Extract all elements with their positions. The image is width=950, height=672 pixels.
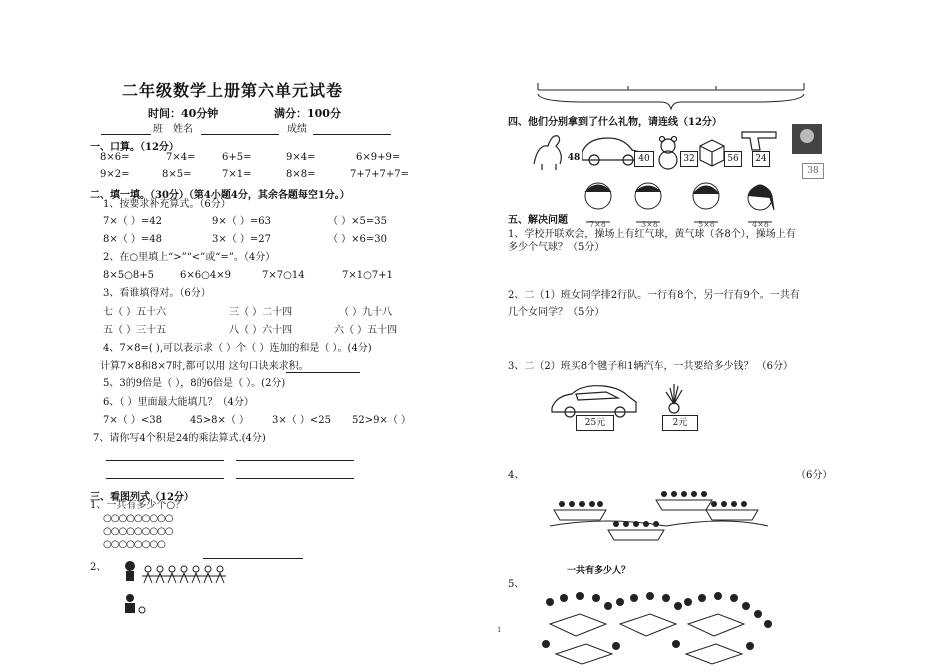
s2-q1-r1-c: （ ）×5=35	[328, 216, 388, 227]
gift-num-24: 24	[752, 151, 770, 167]
s2-q5: 5、3的9倍是（ ），8的6倍是（ ）。(2分)	[103, 378, 286, 389]
children-holding-hands-picture	[120, 558, 240, 620]
gift-num-48: 48	[567, 153, 581, 163]
section4-heading: 四、他们分别拿到了什么礼物，请连线（12分）	[508, 117, 722, 128]
grade-field[interactable]	[313, 134, 391, 135]
oral-1-3: 6+5=	[222, 152, 252, 163]
s2-q7-line-1[interactable]	[106, 460, 224, 461]
section3-heading: 三、看图列式（12分）	[90, 492, 194, 503]
s2-q7: 7、请你写4个积是24的乘法算式.(4分)	[93, 433, 266, 444]
s5-q4-caption: 一共有多少人？	[567, 566, 631, 576]
kid-expr-4: 4×8	[752, 220, 769, 229]
s2-q2-a: 8×5○8+5	[103, 270, 154, 281]
page-title: 二年级数学上册第六单元试卷	[122, 81, 344, 100]
oral-1-2: 7×4=	[166, 152, 196, 163]
s2-q2-c: 7×7○14	[262, 270, 305, 281]
s2-q3-r1-c: （ ）九十八	[339, 307, 393, 318]
s2-q7-line-3[interactable]	[106, 478, 224, 479]
class-label: 班	[153, 124, 163, 135]
grade-label: 成绩	[287, 124, 307, 135]
price-shuttlecock: 2元	[662, 415, 698, 431]
s2-q4b: 计算7×8和8×7时,都可以用 这句口诀来求积。	[100, 361, 309, 372]
oral-1-1: 8×6=	[100, 152, 130, 163]
gift-num-56: 56	[724, 151, 742, 167]
s5-q2b: 几个女同学？（5分）	[508, 307, 605, 318]
s5-q4-score: （6分）	[796, 470, 833, 481]
s2-q1-r1-a: 7×（ ）=42	[103, 216, 163, 227]
s2-q3-r1-a: 七（ ）五十六	[103, 307, 167, 318]
name-label: 姓名	[173, 124, 193, 135]
oral-2-3: 7×1=	[222, 169, 252, 180]
s2-q4-answer-line[interactable]	[286, 372, 360, 373]
oral-2-1: 9×2=	[100, 169, 130, 180]
circle-row-3: ○○○○○○○○	[103, 539, 165, 550]
s2-q2-b: 6×6○4×9	[180, 270, 231, 281]
s2-q6-b: 45>8×（ ）	[190, 415, 250, 426]
s2-q7-line-2[interactable]	[236, 460, 354, 461]
s5-q3: 3、二（2）班买8个毽子和1辆汽车，一共要给多少钱？ （6分）	[508, 361, 793, 372]
s5-q2a: 2、二（1）班女同学排2行队。一行有8个，另一行有9个。一共有	[508, 290, 800, 301]
section1-heading: 一、口算。（12分）	[90, 142, 179, 153]
kid-expr-3: 5×8	[698, 220, 715, 229]
s2-q1-r1-b: 9×（ ）=63	[212, 216, 272, 227]
s2-q1: 1、按要求补充算式。（6分）	[103, 199, 231, 210]
s2-q1-r2-a: 8×（ ）=48	[103, 234, 163, 245]
section5-heading: 五、解决问题	[508, 215, 568, 226]
s2-q3-r2-c: 六（ ）五十四	[334, 325, 398, 336]
s2-q1-r2-c: （ ）×6=30	[328, 234, 388, 245]
s2-q3-r1-b: 三（ ）二十四	[229, 307, 293, 318]
oral-1-5: 6×9+9=	[356, 152, 401, 163]
s2-q1-r2-b: 3×（ ）=27	[212, 234, 272, 245]
boats-picture	[546, 486, 772, 548]
s2-q6-a: 7×（ ）<38	[103, 415, 163, 426]
price-car: 25元	[576, 415, 614, 431]
s2-q6: 6、（ ）里面最大能填几？（4分）	[103, 397, 254, 408]
circle-row-2: ○○○○○○○○○	[103, 526, 173, 537]
circle-row-1: ○○○○○○○○○	[103, 513, 173, 524]
s2-q7-line-4[interactable]	[236, 478, 354, 479]
s2-q6-c: 3×（ ）<25	[272, 415, 332, 426]
s5-q5: 5、	[508, 579, 525, 590]
s5-q1a: 1、学校开联欢会，操场上有红气球，黄气球（各8个），操场上有	[508, 229, 796, 240]
kid-expr-2: 3×8	[641, 220, 658, 229]
section2-heading: 二、填一填。（30分）（第4小题4分，其余各题每空1分。）	[90, 190, 350, 201]
s5-q4: 4、	[508, 470, 525, 481]
exam-time: 时间：40分钟	[148, 107, 219, 120]
oral-2-2: 8×5=	[162, 169, 192, 180]
name-field[interactable]	[201, 134, 279, 135]
people-at-tables-picture	[536, 584, 776, 666]
gift-num-40: 40	[634, 151, 654, 167]
s5-q1b: 多少个气球？（5分）	[508, 242, 605, 253]
kid-expr-1: 7×8	[589, 220, 606, 229]
s2-q2: 2、在○里填上“>”“<”或“=”。（4分）	[103, 252, 276, 263]
gift-num-38: 38	[802, 163, 824, 179]
s2-q4a: 4、7×8=( ),可以表示求（ ）个（ ）连加的和是（ ）。(4分)	[103, 343, 372, 354]
top-brace	[536, 78, 806, 110]
exam-full-score: 满分：100分	[274, 107, 341, 120]
s2-q6-d: 52>9×（ ）	[352, 415, 412, 426]
gift-num-32: 32	[680, 151, 698, 167]
s2-q3-r2-b: 八（ ）六十四	[229, 325, 293, 336]
oral-2-5: 7+7+7+7=	[350, 169, 409, 180]
s2-q3-r2-a: 五（ ）三十五	[103, 325, 167, 336]
oral-1-4: 9×4=	[286, 152, 316, 163]
s2-q2-d: 7×1○7+1	[342, 270, 393, 281]
s3-q1: 1、一共有多少个○？	[90, 500, 186, 511]
oral-2-4: 8×8=	[286, 169, 316, 180]
s3-q2: 2、	[90, 562, 107, 573]
class-field[interactable]	[101, 134, 151, 135]
s2-q3: 3、看谁填得对。（6分）	[103, 288, 211, 299]
page-number: 1	[497, 626, 502, 634]
